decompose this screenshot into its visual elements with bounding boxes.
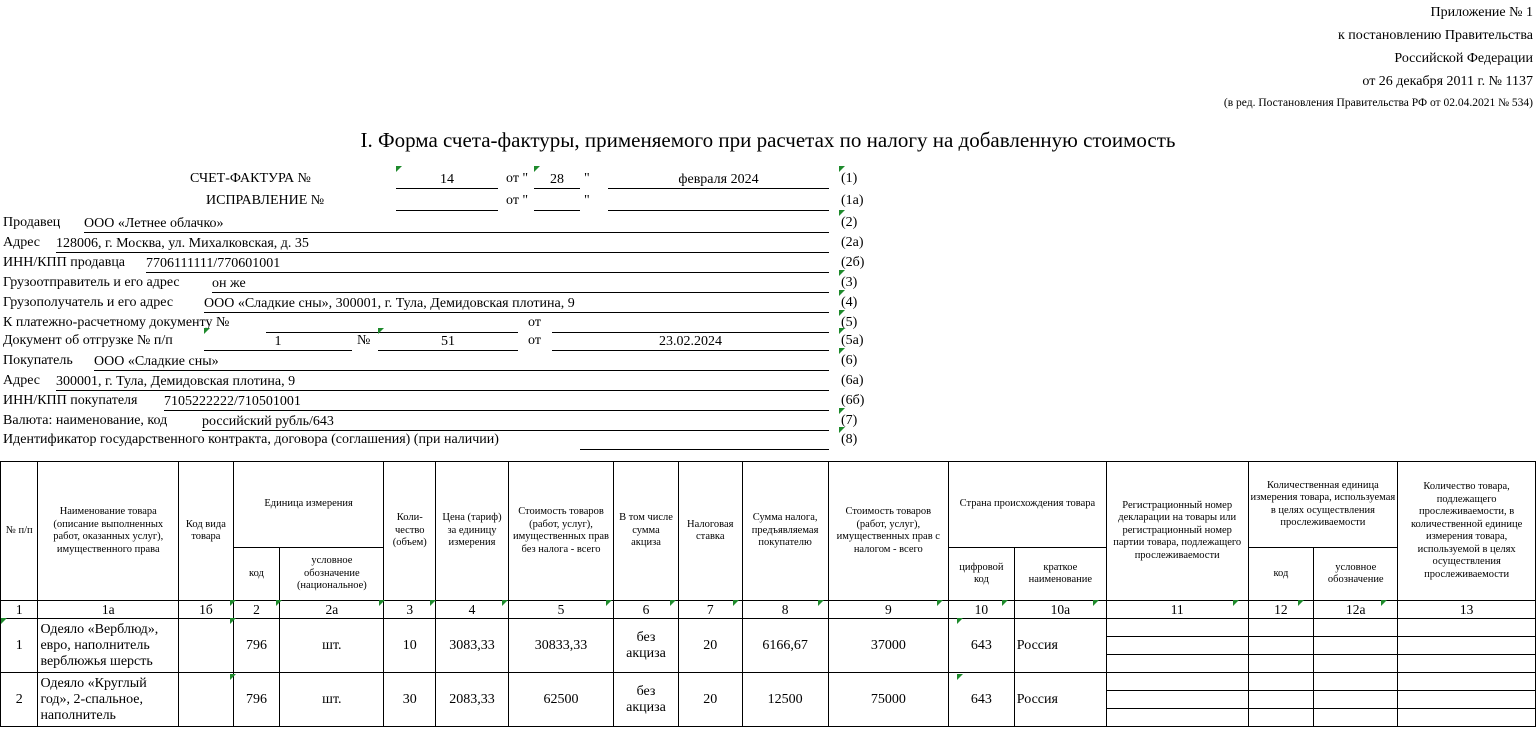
comment-marker (230, 618, 236, 624)
invoice-quote: " (584, 171, 590, 186)
column-number: 10а (1014, 601, 1106, 619)
seller-inn-field[interactable]: 7706111111/770601001 (146, 255, 829, 273)
shipper-field[interactable]: он же (212, 275, 829, 293)
col-header-reg-no: Регистрационный номер декларации на товары или регистрационный номер партии товара, подлежащего прослеживаемости (1106, 462, 1248, 601)
comment-marker (230, 600, 236, 606)
col-header-country-name: краткое наименование (1014, 548, 1106, 601)
table-header-row (1, 462, 1536, 548)
appendix-amendment: (в ред. Постановления Правительства РФ от 02.04.2021 № 534) (1223, 97, 1533, 109)
comment-marker (396, 166, 402, 172)
column-number: 3 (384, 601, 436, 619)
row-reg-no[interactable] (1106, 655, 1248, 673)
buyer-label: Покупатель (3, 353, 73, 368)
invoice-day-field[interactable]: 28 (534, 171, 580, 189)
row-trace-qty[interactable] (1398, 691, 1536, 709)
row-unit-code[interactable]: 796 (233, 619, 280, 673)
comment-marker (204, 328, 210, 334)
column-number: 5 (508, 601, 613, 619)
column-number: 8 (742, 601, 828, 619)
row-cost-with-tax[interactable]: 37000 (828, 619, 948, 673)
appendix-line-4: от 26 декабря 2011 г. № 1137 (1362, 74, 1533, 89)
comment-marker (839, 166, 845, 172)
shipping-doc-code: (5а) (841, 333, 864, 348)
comment-marker (378, 328, 384, 334)
contract-id-code: (8) (841, 432, 858, 447)
col-header-trace-code: код (1248, 548, 1314, 601)
consignee-label: Грузополучатель и его адрес (3, 295, 174, 310)
comment-marker (1002, 600, 1008, 606)
row-kind-code[interactable] (179, 673, 234, 727)
appendix-line-2: к постановлению Правительства (1337, 28, 1533, 43)
row-trace-code[interactable] (1248, 673, 1314, 691)
row-unit-name[interactable]: шт. (280, 673, 384, 727)
col-header-qty: Коли-чество (объем) (384, 462, 436, 601)
row-trace-qty[interactable] (1398, 655, 1536, 673)
contract-id-field[interactable] (580, 432, 829, 450)
seller-code: (2) (841, 215, 858, 230)
comment-marker (276, 600, 282, 606)
column-number: 12а (1314, 601, 1398, 619)
comment-marker (957, 674, 963, 680)
shipping-doc-no-label: № (357, 333, 371, 348)
col-header-excise: В том числе сумма акциза (614, 462, 679, 601)
column-number: 7 (678, 601, 742, 619)
form-title: I. Форма счета-фактуры, применяемого при расчетах по налогу на добавленную стоимость (360, 128, 1176, 152)
col-header-cost-with-tax: Стоимость товаров (работ, услуг), имущественных прав с налогом - всего (828, 462, 948, 601)
payment-doc-label: К платежно-расчетному документу № (3, 315, 230, 330)
comment-marker (230, 674, 236, 680)
comment-marker (1298, 600, 1304, 606)
correction-day-field[interactable] (534, 193, 580, 211)
currency-label: Валюта: наименование, код (3, 413, 168, 428)
row-cost-no-tax[interactable]: 62500 (508, 673, 613, 727)
row-reg-no[interactable] (1106, 691, 1248, 709)
row-tax-rate[interactable]: 20 (678, 673, 742, 727)
column-number: 2 (233, 601, 280, 619)
col-header-country-code: цифровой код (949, 548, 1015, 601)
column-number: 2а (280, 601, 384, 619)
buyer-address-field[interactable]: 300001, г. Тула, Демидовская плотина, 9 (56, 373, 829, 391)
row-trace-name[interactable] (1314, 619, 1398, 637)
row-excise[interactable]: без акциза (614, 673, 679, 727)
row-tax-rate[interactable]: 20 (678, 619, 742, 673)
correction-number-field[interactable] (396, 193, 498, 211)
comment-marker (606, 600, 612, 606)
row-trace-name[interactable] (1314, 691, 1398, 709)
row-country-name[interactable]: Россия (1014, 619, 1106, 673)
row-trace-name[interactable] (1314, 637, 1398, 655)
buyer-inn-label: ИНН/КПП покупателя (3, 393, 138, 408)
col-header-trace-name: условное обозначение (1314, 548, 1398, 601)
row-trace-code[interactable] (1248, 619, 1314, 637)
col-header-trace-qty: Количество товара, подлежащего прослеживаемости, в количественной единице измерения товара, используемой в целях осуществления прослеживаемости (1398, 462, 1536, 601)
payment-doc-date-field[interactable] (552, 315, 829, 333)
col-header-trace-unit: Количественная единица измерения товара, используемая в целях осуществления прослеживаемости (1248, 462, 1398, 548)
row-trace-qty[interactable] (1398, 619, 1536, 637)
column-number: 13 (1398, 601, 1536, 619)
shipping-doc-label: Документ об отгрузке № п/п (3, 333, 173, 348)
comment-marker (502, 600, 508, 606)
invoice-row-code: (1) (841, 171, 858, 186)
comment-marker (1, 618, 7, 624)
comment-marker (839, 210, 845, 216)
row-tax-sum[interactable]: 6166,67 (742, 619, 828, 673)
shipper-code: (3) (841, 275, 858, 290)
contract-id-label: Идентификатор государственного контракта, договора (соглашения) (при наличии) (3, 432, 499, 447)
payment-doc-code: (5) (841, 315, 858, 330)
shipping-doc-number-field[interactable]: 51 (378, 333, 518, 351)
goods-table (0, 461, 1536, 727)
comment-marker (957, 618, 963, 624)
row-price[interactable]: 2083,33 (436, 673, 509, 727)
column-number: 1а (38, 601, 179, 619)
col-header-no: № п/п (1, 462, 38, 601)
buyer-code: (6) (841, 353, 858, 368)
comment-marker (1093, 600, 1099, 606)
column-number: 9 (828, 601, 948, 619)
comment-marker (839, 328, 845, 334)
column-number: 10 (949, 601, 1015, 619)
row-qty[interactable]: 30 (384, 673, 436, 727)
buyer-inn-code: (6б) (841, 393, 865, 408)
payment-doc-field[interactable] (266, 315, 518, 333)
col-header-tax-rate: Налоговая ставка (678, 462, 742, 601)
row-trace-code[interactable] (1248, 691, 1314, 709)
seller-address-code: (2а) (841, 235, 864, 250)
row-trace-qty[interactable] (1398, 637, 1536, 655)
col-header-name: Наименование товара (описание выполненных работ, оказанных услуг), имущественного права (38, 462, 179, 601)
row-no[interactable]: 2 (1, 673, 38, 727)
comment-marker (839, 427, 845, 433)
invoice-number-field[interactable]: 14 (396, 171, 498, 189)
row-tax-sum[interactable]: 12500 (742, 673, 828, 727)
consignee-field[interactable]: ООО «Сладкие сны», 300001, г. Тула, Демидовская плотина, 9 (204, 295, 829, 313)
buyer-address-code: (6а) (841, 373, 864, 388)
correction-month-year-field[interactable] (608, 193, 829, 211)
comment-marker (839, 270, 845, 276)
col-header-kind-code: Код вида товара (179, 462, 234, 601)
col-header-country: Страна происхождения товара (949, 462, 1107, 548)
seller-address-label: Адрес (3, 235, 41, 250)
row-unit-name[interactable]: шт. (280, 619, 384, 673)
row-trace-code[interactable] (1248, 637, 1314, 655)
invoice-label: СЧЕТ-ФАКТУРА № (190, 171, 311, 186)
column-number: 11 (1106, 601, 1248, 619)
col-header-cost-no-tax: Стоимость товаров (работ, услуг), имущественных прав без налога - всего (508, 462, 613, 601)
comment-marker (430, 600, 436, 606)
buyer-field[interactable]: ООО «Сладкие сны» (94, 353, 829, 371)
row-unit-code[interactable]: 796 (233, 673, 280, 727)
shipping-doc-from: от (528, 333, 541, 348)
row-trace-qty[interactable] (1398, 709, 1536, 727)
comment-marker (839, 310, 845, 316)
comment-marker (818, 600, 824, 606)
comment-marker (1233, 600, 1239, 606)
correction-from-label: от " (506, 193, 529, 208)
currency-code: (7) (841, 413, 858, 428)
currency-field[interactable]: российский рубль/643 (202, 413, 829, 431)
column-number: 4 (436, 601, 509, 619)
row-cost-no-tax[interactable]: 30833,33 (508, 619, 613, 673)
row-price[interactable]: 3083,33 (436, 619, 509, 673)
row-reg-no[interactable] (1106, 619, 1248, 637)
seller-address-field[interactable]: 128006, г. Москва, ул. Михалковская, д. 35 (56, 235, 829, 253)
row-no[interactable]: 1 (1, 619, 38, 673)
consignee-code: (4) (841, 295, 858, 310)
shipping-doc-pos-field[interactable]: 1 (204, 333, 352, 351)
seller-inn-label: ИНН/КПП продавца (3, 255, 126, 270)
correction-label: ИСПРАВЛЕНИЕ № (206, 193, 325, 208)
row-country-code[interactable]: 643 (949, 673, 1015, 727)
comment-marker (733, 600, 739, 606)
row-reg-no[interactable] (1106, 673, 1248, 691)
buyer-address-label: Адрес (3, 373, 41, 388)
row-trace-qty[interactable] (1398, 673, 1536, 691)
seller-inn-code: (2б) (841, 255, 865, 270)
row-qty[interactable]: 10 (384, 619, 436, 673)
row-trace-code[interactable] (1248, 709, 1314, 727)
shipping-doc-date-field[interactable]: 23.02.2024 (552, 333, 829, 351)
row-trace-code[interactable] (1248, 655, 1314, 673)
row-kind-code[interactable] (179, 619, 234, 673)
row-trace-name[interactable] (1314, 655, 1398, 673)
appendix-line-3: Российской Федерации (1394, 51, 1533, 66)
row-trace-name[interactable] (1314, 709, 1398, 727)
invoice-from-label: от " (506, 171, 529, 186)
comment-marker (1381, 600, 1387, 606)
appendix-line-1: Приложение № 1 (1430, 5, 1533, 20)
col-header-price: Цена (тариф) за единицу измерения (436, 462, 509, 601)
row-reg-no[interactable] (1106, 709, 1248, 727)
comment-marker (839, 408, 845, 414)
comment-marker (937, 600, 943, 606)
comment-marker (379, 600, 385, 606)
row-name[interactable]: Одеяло «Круглый год», 2-спальное, наполнитель (38, 673, 179, 727)
seller-field[interactable]: ООО «Летнее облачко» (84, 215, 829, 233)
comment-marker (670, 600, 676, 606)
column-number: 1 (1, 601, 38, 619)
comment-marker (839, 348, 845, 354)
shipper-label: Грузоотправитель и его адрес (3, 275, 180, 290)
col-header-unit-code: код (233, 548, 280, 601)
row-reg-no[interactable] (1106, 637, 1248, 655)
seller-label: Продавец (3, 215, 61, 230)
row-name[interactable]: Одеяло «Верблюд», евро, наполнитель верблюжья шерсть (38, 619, 179, 673)
col-header-unit: Единица измерения (233, 462, 384, 548)
column-number: 1б (179, 601, 234, 619)
col-header-tax-sum: Сумма налога, предъявляемая покупателю (742, 462, 828, 601)
row-cost-with-tax[interactable]: 75000 (828, 673, 948, 727)
row-trace-name[interactable] (1314, 673, 1398, 691)
payment-doc-from: от (528, 315, 541, 330)
column-number: 6 (614, 601, 679, 619)
row-country-code[interactable]: 643 (949, 619, 1015, 673)
invoice-month-year-field[interactable]: февраля 2024 (608, 171, 829, 189)
comment-marker (839, 290, 845, 296)
row-excise[interactable]: без акциза (614, 619, 679, 673)
col-header-unit-name: условное обозначение (национальное) (280, 548, 384, 601)
row-country-name[interactable]: Россия (1014, 673, 1106, 727)
correction-row-code: (1а) (841, 193, 864, 208)
comment-marker (534, 166, 540, 172)
correction-quote: " (584, 193, 590, 208)
column-number: 12 (1248, 601, 1314, 619)
buyer-inn-field[interactable]: 7105222222/710501001 (164, 393, 829, 411)
